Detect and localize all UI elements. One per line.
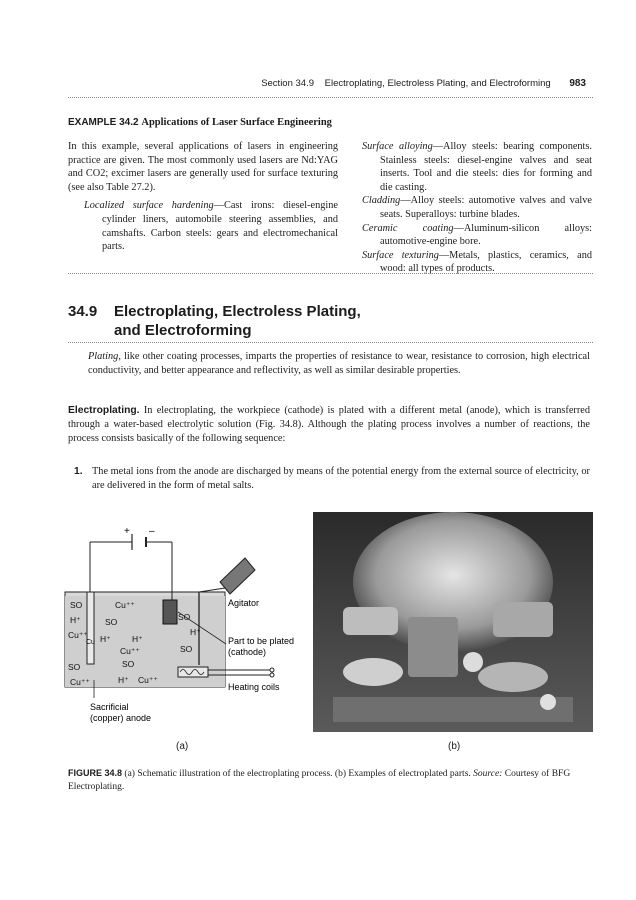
example-item xyxy=(362,194,592,221)
example-item xyxy=(68,199,338,253)
heating-coil xyxy=(178,667,208,677)
page-number: 983 xyxy=(569,78,586,89)
example-item xyxy=(362,140,592,194)
anode-cu-label: Cu xyxy=(86,639,95,646)
example-heading: Applications of Laser Surface Engineering xyxy=(141,117,332,128)
running-header xyxy=(261,78,586,89)
svg-text:SO: SO xyxy=(105,617,118,627)
svg-text:Cu⁺⁺: Cu⁺⁺ xyxy=(70,677,90,687)
example-item-text: —Metals, plastics, ceramics, and wood: all types of products. xyxy=(380,249,592,275)
anode-plate xyxy=(87,592,94,664)
agitator-motor xyxy=(220,558,255,594)
svg-text:Cu⁺⁺: Cu⁺⁺ xyxy=(120,646,140,656)
heating-label: Heating coils xyxy=(228,682,280,692)
svg-text:H⁺: H⁺ xyxy=(190,627,201,637)
svg-text:H⁺: H⁺ xyxy=(100,634,111,644)
example-intro: In this example, several applications of lasers in engineering practice are given. The most commonly used lasers are Nd:YAG and CO2; excimer lasers are generally used for surface texturing (see also Table 27.2). xyxy=(68,141,338,193)
caption-source-label: Source: xyxy=(473,769,503,779)
example-item xyxy=(362,249,592,276)
part-label-line2: (cathode) xyxy=(228,647,267,657)
caption-label: FIGURE 34.8 xyxy=(68,768,123,778)
example-item-text: —Cast irons: diesel-engine cylinder liners, automobile steering assemblies, and camshafts. Carbon steels: gears and electromechanical parts. xyxy=(102,200,338,253)
svg-text:H⁺: H⁺ xyxy=(118,675,129,685)
svg-text:H⁺: H⁺ xyxy=(132,634,143,644)
header-section: Section 34.9 xyxy=(261,78,315,89)
anode-label-line2: (copper) anode xyxy=(90,713,152,723)
header-running-title: Electroplating, Electroless Plating, and Electroforming xyxy=(324,78,551,89)
svg-text:H⁺: H⁺ xyxy=(70,615,81,625)
cathode-part xyxy=(163,600,177,624)
example-left-column xyxy=(68,140,338,254)
example-item-term: Surface texturing xyxy=(362,249,439,261)
list-text: The metal ions from the anode are discharged by means of the potential energy from the external source of electricity, or are delivered in the form of metal salts. xyxy=(92,466,590,491)
paragraph-electroplating xyxy=(68,404,590,445)
example-item-term: Ceramic coating xyxy=(362,222,454,234)
electroplated-parts-photo xyxy=(313,512,593,732)
agitator-label: Agitator xyxy=(228,598,260,608)
electroplating-schematic xyxy=(60,520,310,730)
minus-terminal: – xyxy=(149,526,155,537)
figure-caption xyxy=(68,767,593,793)
plating-term: Plating xyxy=(88,351,119,362)
section-number: 34.9 xyxy=(68,303,98,320)
paragraph-plating xyxy=(88,350,590,378)
svg-text:SO: SO xyxy=(68,662,81,672)
list-number: 1. xyxy=(74,466,83,477)
example-bottom-divider xyxy=(68,273,593,274)
svg-text:Cu⁺⁺: Cu⁺⁺ xyxy=(138,675,158,685)
example-label: EXAMPLE 34.2 xyxy=(68,117,139,128)
caption-text: (a) Schematic illustration of the electroplating process. (b) Examples of electroplated parts. xyxy=(124,769,471,779)
section-title-line1: Electroplating, Electroless Plating, xyxy=(114,303,361,320)
example-item-term: Localized surface hardening xyxy=(84,200,214,212)
example-item-term: Surface alloying xyxy=(362,141,433,152)
anode-label-line1: Sacrificial xyxy=(90,702,129,712)
example-item-term: Cladding xyxy=(362,195,401,207)
example-right-column xyxy=(362,140,592,276)
svg-text:Cu⁺⁺: Cu⁺⁺ xyxy=(115,600,135,610)
example-item-text: —Aluminum-silicon alloys: automotive-engine bore. xyxy=(380,222,592,248)
example-title xyxy=(68,117,332,128)
plus-terminal: + xyxy=(124,526,130,537)
section-title-line2: and Electroforming xyxy=(114,322,252,339)
plating-text: , like other coating processes, imparts the properties of resistance to wear, resistance to corrosion, high electrical conductivity, and better appearance and reflectivity, as well as similar desirable properties. xyxy=(88,351,590,376)
caption-source: Courtesy of BFG Electroplating. xyxy=(68,769,571,792)
electroplating-text: In electroplating, the workpiece (cathode) is plated with a different metal (anode), which is transferred through a water-based electrolytic solution (Fig. 34.8). Although the plating process involves a number of reactions, the process consists basically of the following sequence: xyxy=(68,405,591,444)
svg-text:SO: SO xyxy=(178,612,191,622)
example-item-text: —Alloy steels: bearing components. Stainless steels: diesel-engine valves and seat inserts. Tool and die steels: dies for forming and die casting. xyxy=(380,141,593,193)
svg-text:SO: SO xyxy=(70,600,83,610)
example-item xyxy=(362,222,592,249)
header-divider xyxy=(68,97,593,98)
svg-text:SO: SO xyxy=(122,659,135,669)
list-item xyxy=(74,465,590,493)
part-label-line1: Part to be plated xyxy=(228,636,295,646)
svg-text:Cu⁺⁺: Cu⁺⁺ xyxy=(68,630,88,640)
svg-text:SO: SO xyxy=(180,644,193,654)
figure-label-a: (a) xyxy=(176,741,189,752)
electroplating-term: Electroplating. xyxy=(68,405,140,416)
section-heading xyxy=(68,302,361,340)
section-divider xyxy=(68,342,593,343)
figure-label-b: (b) xyxy=(448,741,461,752)
example-item-text: —Alloy steels: automotive valves and valve seats. Superalloys: turbine blades. xyxy=(380,195,592,220)
